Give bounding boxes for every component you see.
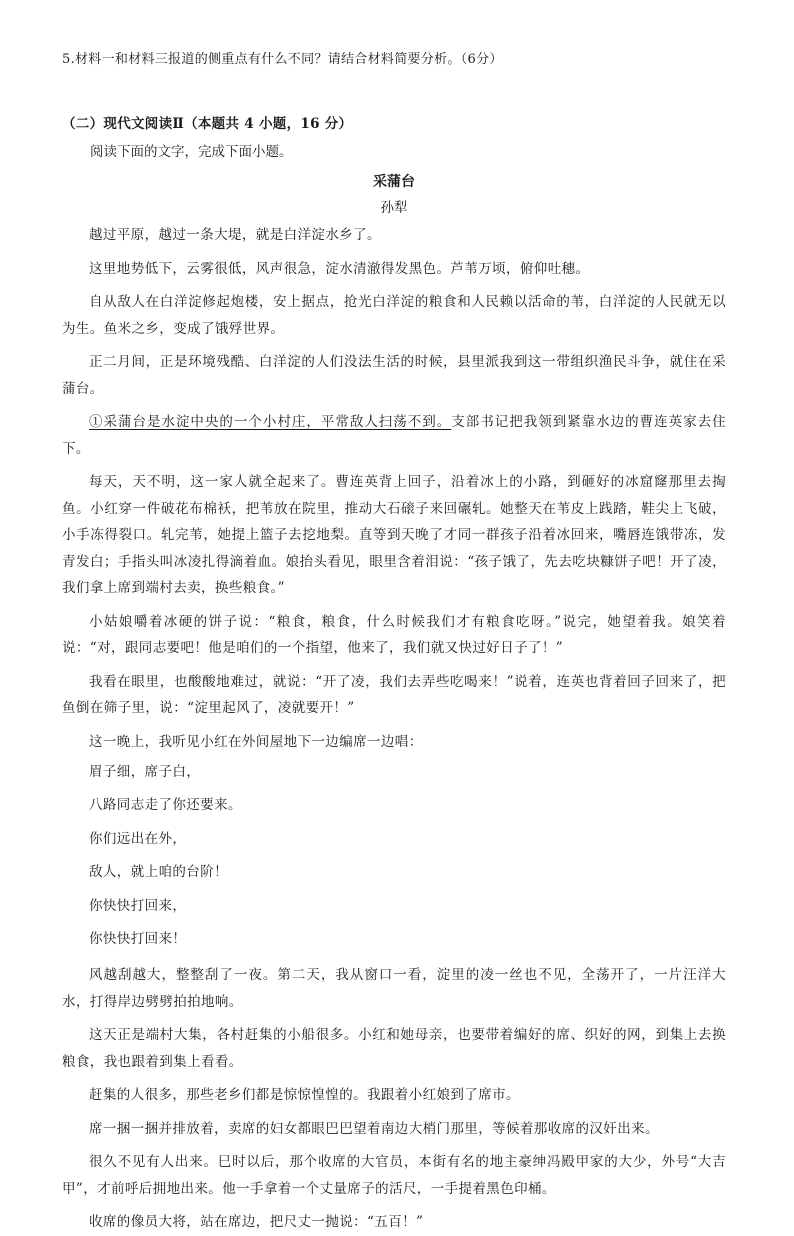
paragraph-6: 每天，天不明，这一家人就全起来了。曹连英背上回子，沿着冰上的小路，到砸好的冰窟窿那里去掏鱼。小红穿一件破花布棉袄，把苇放在院里，推动大石磙子来回碾轧。她整天在苇皮上践踏，鞋尖上飞破，小手冻得裂口。轧完苇，她提上篮子去挖地梨。直等到天晚了才同一群孩子沿着冰回来，嘴唇连饿带冻，发青发白；手指头叫冰凌扎得滴着血。娘抬头看见，眼里含着泪说：“孩子饿了，先去吃块糠饼子吧！开了凌，我们拿上席到端村去卖，换些粮食。” bbox=[62, 474, 726, 596]
article-title: 采蒲台 bbox=[373, 174, 415, 190]
poem-line: 眉子细，席子白， bbox=[89, 764, 201, 780]
poem-line: 你快快打回来， bbox=[89, 897, 187, 914]
paragraph-11: 这天正是端村大集，各村赶集的小船很多。小红和她母亲，也要带着编好的席、织好的网，到集上去换粮食，我也跟着到集上看看。 bbox=[62, 1027, 726, 1070]
paragraph-5-rest: 支部书记把我领到紧靠水边的曹连英家去住下。 bbox=[62, 414, 726, 457]
question-5: 5.材料一和材料三报道的侧重点有什么不同？请结合材料简要分析。（6分） bbox=[62, 52, 503, 67]
paragraph-14: 很久不见有人出来。巳时以后，那个收席的大官员，本街有名的地主豪绅冯殿甲家的大少，外号“大吉甲”，才前呼后拥地出来。他一手拿着一个丈量席子的活尺，一手提着黑色印桶。 bbox=[62, 1154, 726, 1197]
poem-line: 你们远出在外， bbox=[89, 830, 187, 847]
underlined-sentence-1: ①采蒲台是水淀中央的一个小村庄，平常敌人扫荡不到。 bbox=[89, 414, 452, 430]
poem-line: 八路同志走了你还要来。 bbox=[89, 797, 242, 814]
paragraph-5 bbox=[62, 409, 726, 462]
paragraph-4: 正二月间，正是环境残酷、白洋淀的人们没法生活的时候，县里派我到这一带组织渔民斗争，就住在采蒲台。 bbox=[62, 354, 726, 397]
paragraph-2: 这里地势低下，云雾很低，风声很急，淀水清澈得发黑色。芦苇万顷，俯仰吐穗。 bbox=[89, 260, 590, 277]
paragraph-1: 越过平原，越过一条大堤，就是白洋淀水乡了。 bbox=[89, 227, 381, 243]
paragraph-15: 收席的像员大将，站在席边，把尺丈一抛说：“五百！” bbox=[89, 1214, 424, 1231]
paragraph-9: 这一晚上，我听见小红在外间屋地下一边编席一边唱： bbox=[89, 733, 423, 750]
poem-line: 你快快打回来！ bbox=[89, 930, 187, 947]
paragraph-7: 小姑娘嚼着冰硬的饼子说：“粮食，粮食，什么时候我们才有粮食吃呀。”说完，她望着我。娘笑着说：“对，跟同志要吧！他是咱们的一个指望，他来了，我们就又快过好日子了！” bbox=[62, 613, 726, 656]
section-title: （二）现代文阅读Ⅱ（本题共 4 小题，16 分） bbox=[62, 116, 353, 132]
paragraph-10: 风越刮越大，整整刮了一夜。第二天，我从窗口一看，淀里的凌一丝也不见，全荡开了，一片汪洋大水，打得岸边劈劈拍拍地响。 bbox=[62, 967, 726, 1010]
paragraph-3: 自从敌人在白洋淀修起炮楼，安上据点，抢光白洋淀的粮食和人民赖以活命的苇，白洋淀的人民就无以为生。鱼米之乡，变成了饿殍世界。 bbox=[62, 294, 726, 337]
paragraph-8: 我看在眼里，也酸酸地难过，就说：“开了凌，我们去弄些吃喝来！”说着，连英也背着回子回来了，把鱼倒在筛子里，说：“淀里起风了，凌就要开！” bbox=[62, 673, 726, 716]
reading-instruction: 阅读下面的文字，完成下面小题。 bbox=[90, 144, 293, 160]
article-author: 孙犁 bbox=[380, 200, 408, 216]
poem-line: 敌人，就上咱的台阶！ bbox=[89, 864, 228, 881]
paragraph-13: 席一捆一捆并排放着，卖席的妇女都眼巴巴望着南边大梢门那里，等候着那收席的汉奸出来。 bbox=[89, 1120, 659, 1137]
paragraph-12: 赶集的人很多，那些老乡们都是惊惊惶惶的。我跟着小红娘到了席市。 bbox=[89, 1087, 520, 1104]
